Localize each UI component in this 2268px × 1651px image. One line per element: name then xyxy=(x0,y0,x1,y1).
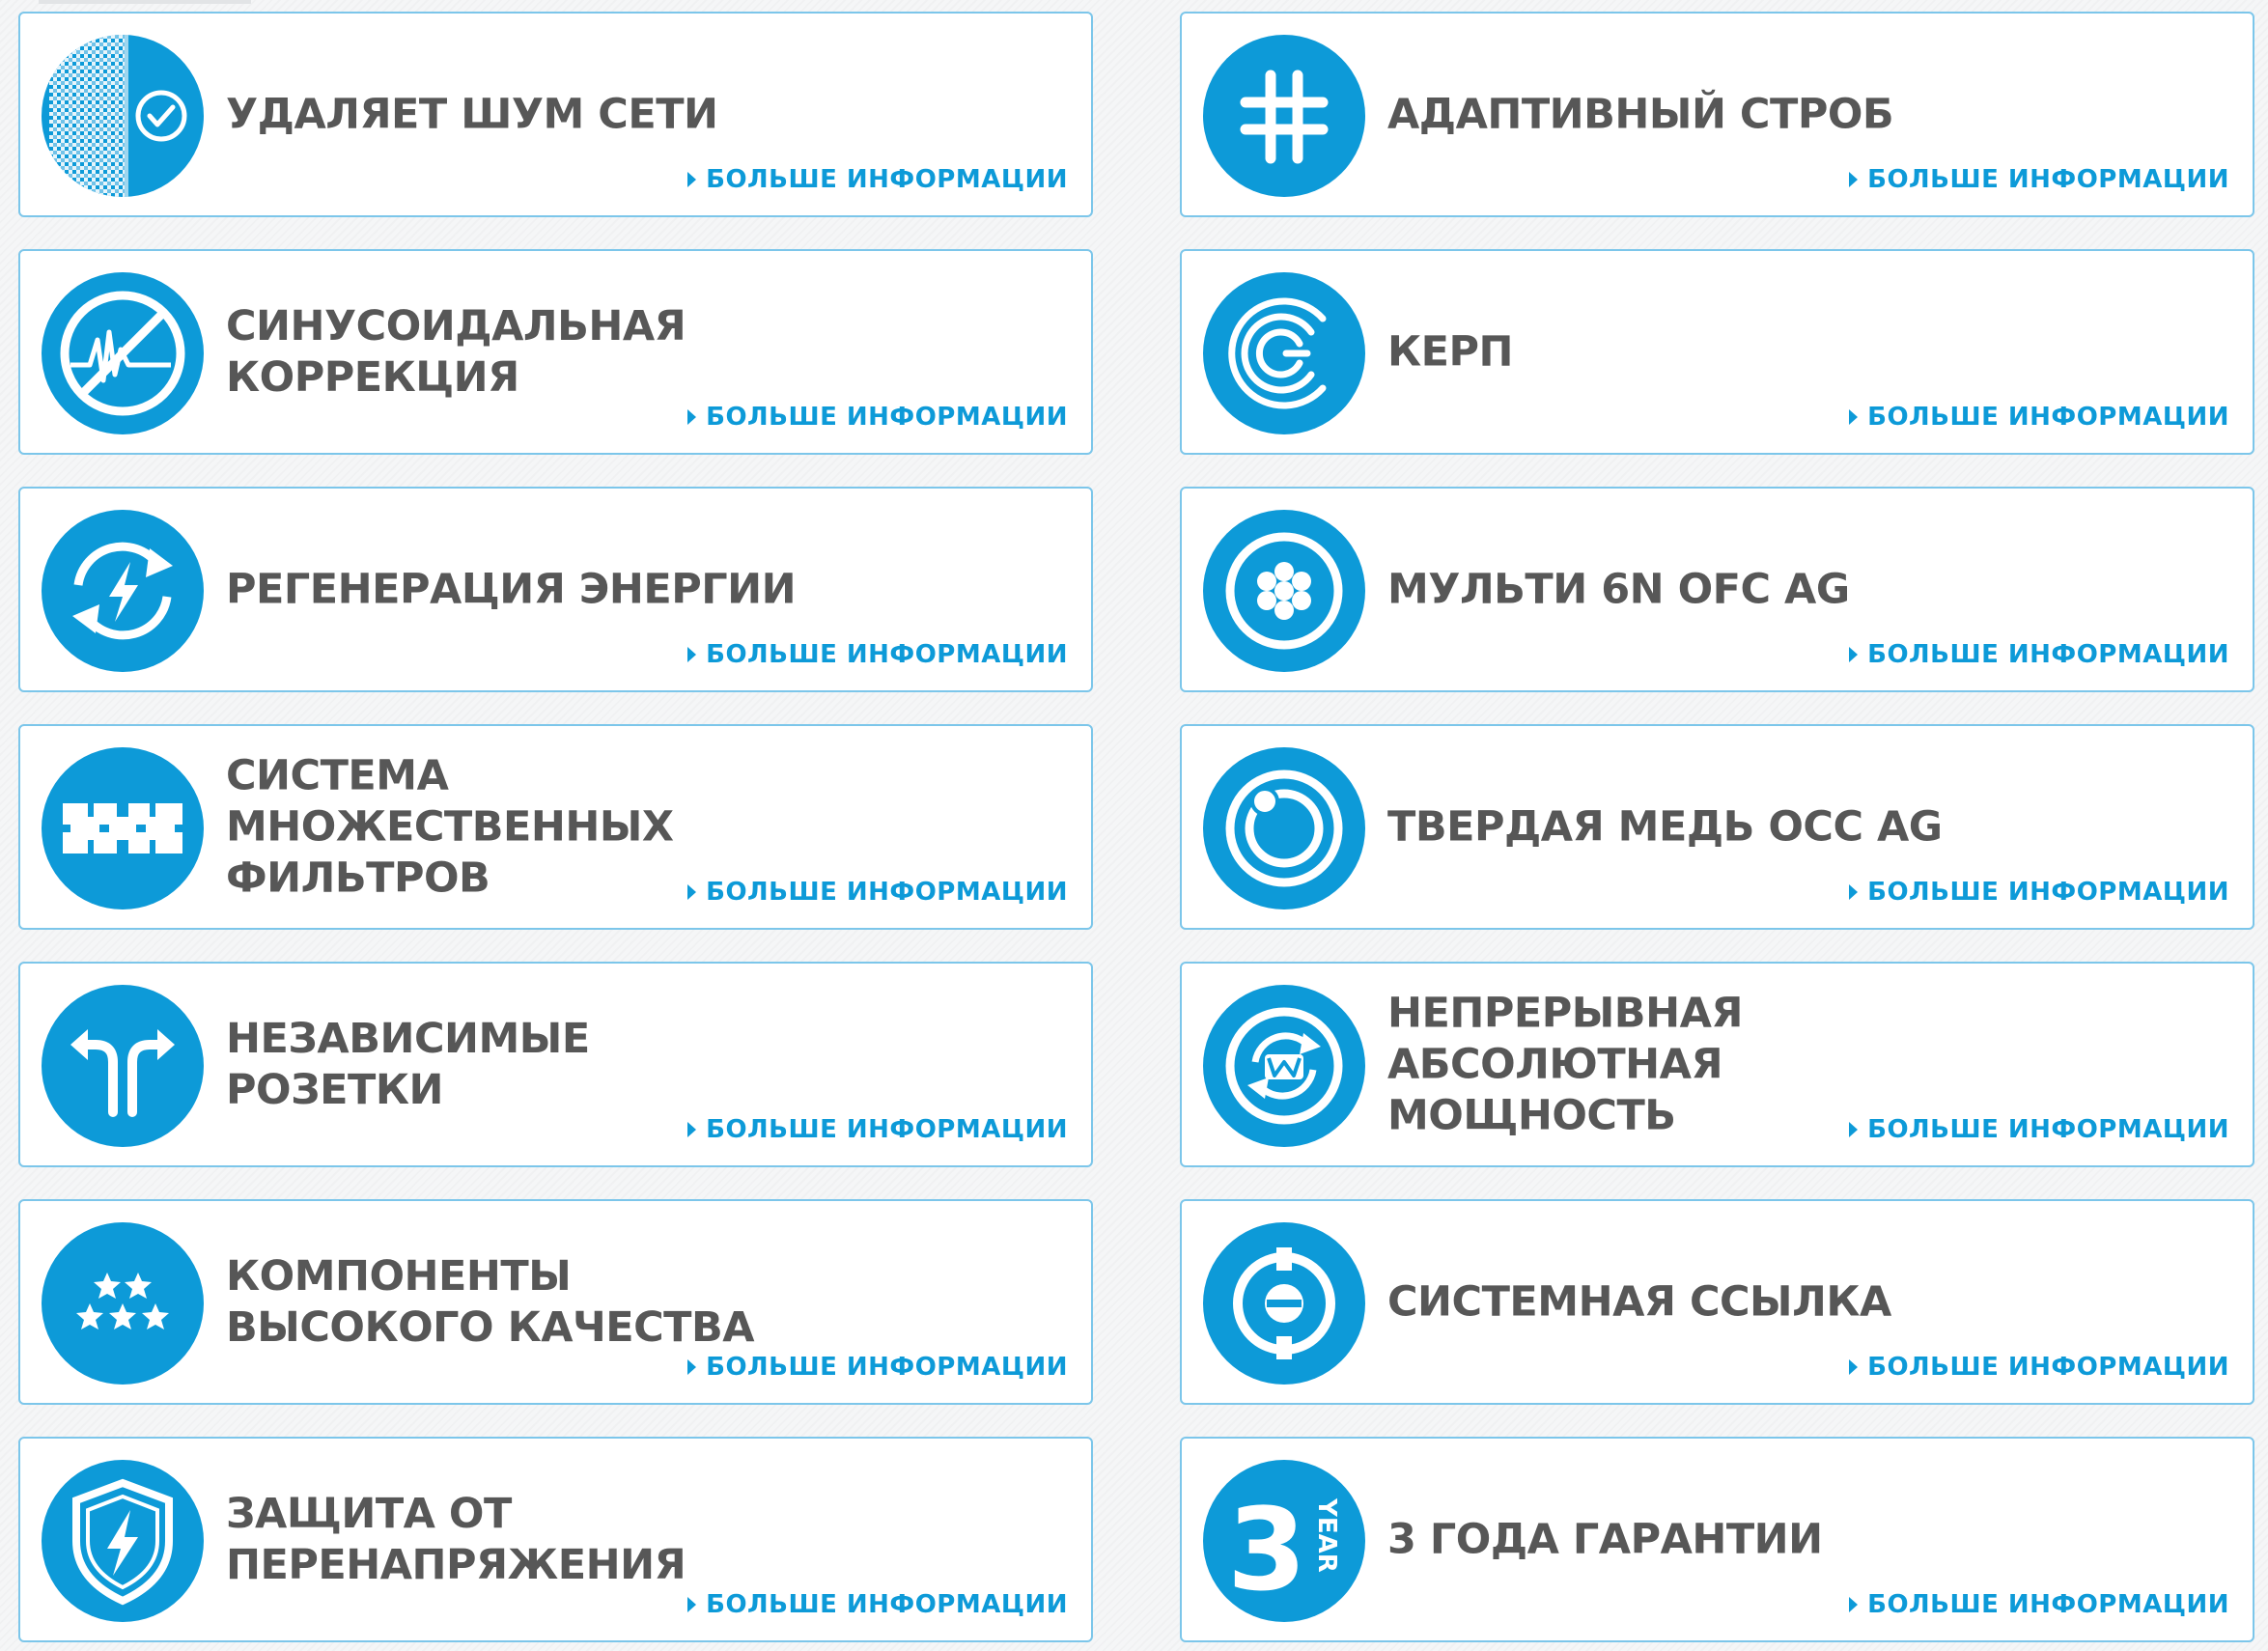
sinusoidal-correction-icon-svg xyxy=(42,272,204,434)
caret-right-icon xyxy=(687,1122,696,1137)
noise-removal-icon-svg xyxy=(42,35,204,197)
system-link-icon-svg xyxy=(1203,1222,1365,1385)
more-info-label: БОЛЬШЕ ИНФОРМАЦИИ xyxy=(706,1115,1068,1144)
feature-title: ЗАЩИТА ОТ ПЕРЕНАПРЯЖЕНИЯ xyxy=(226,1489,686,1589)
more-info-link[interactable] xyxy=(687,640,1068,669)
caret-right-icon xyxy=(1849,172,1858,187)
feature-title: КОМПОНЕНТЫ ВЫСОКОГО КАЧЕСТВА xyxy=(226,1251,755,1352)
feature-card-multiple-filters[interactable] xyxy=(18,724,1093,930)
more-info-link[interactable] xyxy=(1849,640,2229,669)
more-info-link[interactable] xyxy=(687,1590,1068,1619)
more-info-label: БОЛЬШЕ ИНФОРМАЦИИ xyxy=(1867,403,2229,432)
kerp-icon xyxy=(1203,272,1365,434)
feature-title: РЕГЕНЕРАЦИЯ ЭНЕРГИИ xyxy=(226,565,797,613)
top-divider xyxy=(39,0,251,4)
caret-right-icon xyxy=(687,1597,696,1612)
caret-right-icon xyxy=(1849,1597,1858,1612)
feature-card-quality-components[interactable] xyxy=(18,1199,1093,1405)
more-info-link[interactable] xyxy=(1849,1353,2229,1382)
absolute-power-icon-svg xyxy=(1203,985,1365,1147)
feature-card-system-link[interactable] xyxy=(1180,1199,2254,1405)
system-link-icon xyxy=(1203,1222,1365,1385)
more-info-link[interactable] xyxy=(687,165,1068,194)
more-info-link[interactable] xyxy=(687,403,1068,432)
adaptive-strobe-icon-svg xyxy=(1203,35,1365,197)
feature-title: СИСТЕМА МНОЖЕСТВЕННЫХ ФИЛЬТРОВ xyxy=(226,751,674,902)
feature-card-independent-outlets[interactable] xyxy=(18,962,1093,1167)
more-info-label: БОЛЬШЕ ИНФОРМАЦИИ xyxy=(706,1353,1068,1382)
solid-copper-icon-svg xyxy=(1203,747,1365,909)
more-info-link[interactable] xyxy=(1849,165,2229,194)
feature-card-multi-strand[interactable] xyxy=(1180,487,2254,692)
surge-shield-icon xyxy=(42,1460,204,1622)
more-info-label: БОЛЬШЕ ИНФОРМАЦИИ xyxy=(706,165,1068,194)
feature-title: МУЛЬТИ 6N OFC AG xyxy=(1387,565,1850,613)
feature-card-noise-removal[interactable] xyxy=(18,12,1093,217)
independent-outlets-icon xyxy=(42,985,204,1147)
feature-card-energy-regeneration[interactable] xyxy=(18,487,1093,692)
independent-outlets-icon-svg xyxy=(42,985,204,1147)
more-info-label: БОЛЬШЕ ИНФОРМАЦИИ xyxy=(706,640,1068,669)
more-info-link[interactable] xyxy=(1849,1115,2229,1144)
feature-card-warranty[interactable] xyxy=(1180,1437,2254,1642)
feature-card-adaptive-strobe[interactable] xyxy=(1180,12,2254,217)
caret-right-icon xyxy=(1849,647,1858,662)
more-info-link[interactable] xyxy=(1849,878,2229,907)
multiple-filters-icon xyxy=(42,747,204,909)
feature-card-kerp[interactable] xyxy=(1180,249,2254,455)
feature-card-solid-copper[interactable] xyxy=(1180,724,2254,930)
more-info-label: БОЛЬШЕ ИНФОРМАЦИИ xyxy=(1867,1590,2229,1619)
feature-card-sinusoidal-correction[interactable] xyxy=(18,249,1093,455)
more-info-label: БОЛЬШЕ ИНФОРМАЦИИ xyxy=(1867,640,2229,669)
sinusoidal-correction-icon xyxy=(42,272,204,434)
feature-title: НЕЗАВИСИМЫЕ РОЗЕТКИ xyxy=(226,1014,590,1114)
multi-strand-wire-icon-svg xyxy=(1203,510,1365,672)
feature-card-absolute-power[interactable] xyxy=(1180,962,2254,1167)
more-info-link[interactable] xyxy=(687,1353,1068,1382)
adaptive-strobe-icon xyxy=(1203,35,1365,197)
caret-right-icon xyxy=(687,884,696,900)
kerp-icon-svg xyxy=(1203,272,1365,434)
caret-right-icon xyxy=(1849,1122,1858,1137)
caret-right-icon xyxy=(1849,409,1858,425)
warranty-year-word: YEAR xyxy=(1312,1498,1341,1573)
warranty-number: 3 xyxy=(1226,1483,1307,1616)
more-info-label: БОЛЬШЕ ИНФОРМАЦИИ xyxy=(1867,1353,2229,1382)
feature-title: КЕРП xyxy=(1387,327,1514,376)
quality-stars-icon xyxy=(42,1222,204,1385)
feature-title: УДАЛЯЕТ ШУМ СЕТИ xyxy=(226,90,718,138)
caret-right-icon xyxy=(1849,1359,1858,1375)
more-info-label: БОЛЬШЕ ИНФОРМАЦИИ xyxy=(706,878,1068,907)
feature-title: СИНУСОИДАЛЬНАЯ КОРРЕКЦИЯ xyxy=(226,301,686,402)
caret-right-icon xyxy=(687,172,696,187)
feature-title: НЕПРЕРЫВНАЯ АБСОЛЮТНАЯ МОЩНОСТЬ xyxy=(1387,989,1743,1139)
caret-right-icon xyxy=(687,1359,696,1375)
energy-regeneration-icon xyxy=(42,510,204,672)
more-info-link[interactable] xyxy=(687,878,1068,907)
feature-title: ТВЕРДАЯ МЕДЬ OCC AG xyxy=(1387,802,1943,851)
solid-copper-icon xyxy=(1203,747,1365,909)
more-info-label: БОЛЬШЕ ИНФОРМАЦИИ xyxy=(1867,1115,2229,1144)
feature-title: АДАПТИВНЫЙ СТРОБ xyxy=(1387,90,1894,138)
more-info-link[interactable] xyxy=(1849,403,2229,432)
feature-grid xyxy=(18,12,2256,1645)
feature-title: СИСТЕМНАЯ ССЫЛКА xyxy=(1387,1277,1891,1326)
more-info-link[interactable] xyxy=(1849,1590,2229,1619)
more-info-label: БОЛЬШЕ ИНФОРМАЦИИ xyxy=(706,1590,1068,1619)
warranty-3-year-icon xyxy=(1203,1460,1365,1622)
more-info-link[interactable] xyxy=(687,1115,1068,1144)
surge-shield-icon-svg xyxy=(42,1460,204,1622)
noise-removal-icon xyxy=(42,35,204,197)
caret-right-icon xyxy=(687,647,696,662)
feature-card-surge-protection[interactable] xyxy=(18,1437,1093,1642)
more-info-label: БОЛЬШЕ ИНФОРМАЦИИ xyxy=(1867,165,2229,194)
energy-regeneration-icon-svg xyxy=(42,510,204,672)
more-info-label: БОЛЬШЕ ИНФОРМАЦИИ xyxy=(706,403,1068,432)
caret-right-icon xyxy=(1849,884,1858,900)
warranty-3-year-icon-svg xyxy=(1203,1460,1365,1622)
quality-stars-icon-svg xyxy=(42,1222,204,1385)
multiple-filters-icon-svg xyxy=(42,747,204,909)
absolute-power-icon xyxy=(1203,985,1365,1147)
feature-title: 3 ГОДА ГАРАНТИИ xyxy=(1387,1515,1823,1563)
multi-strand-wire-icon xyxy=(1203,510,1365,672)
more-info-label: БОЛЬШЕ ИНФОРМАЦИИ xyxy=(1867,878,2229,907)
caret-right-icon xyxy=(687,409,696,425)
